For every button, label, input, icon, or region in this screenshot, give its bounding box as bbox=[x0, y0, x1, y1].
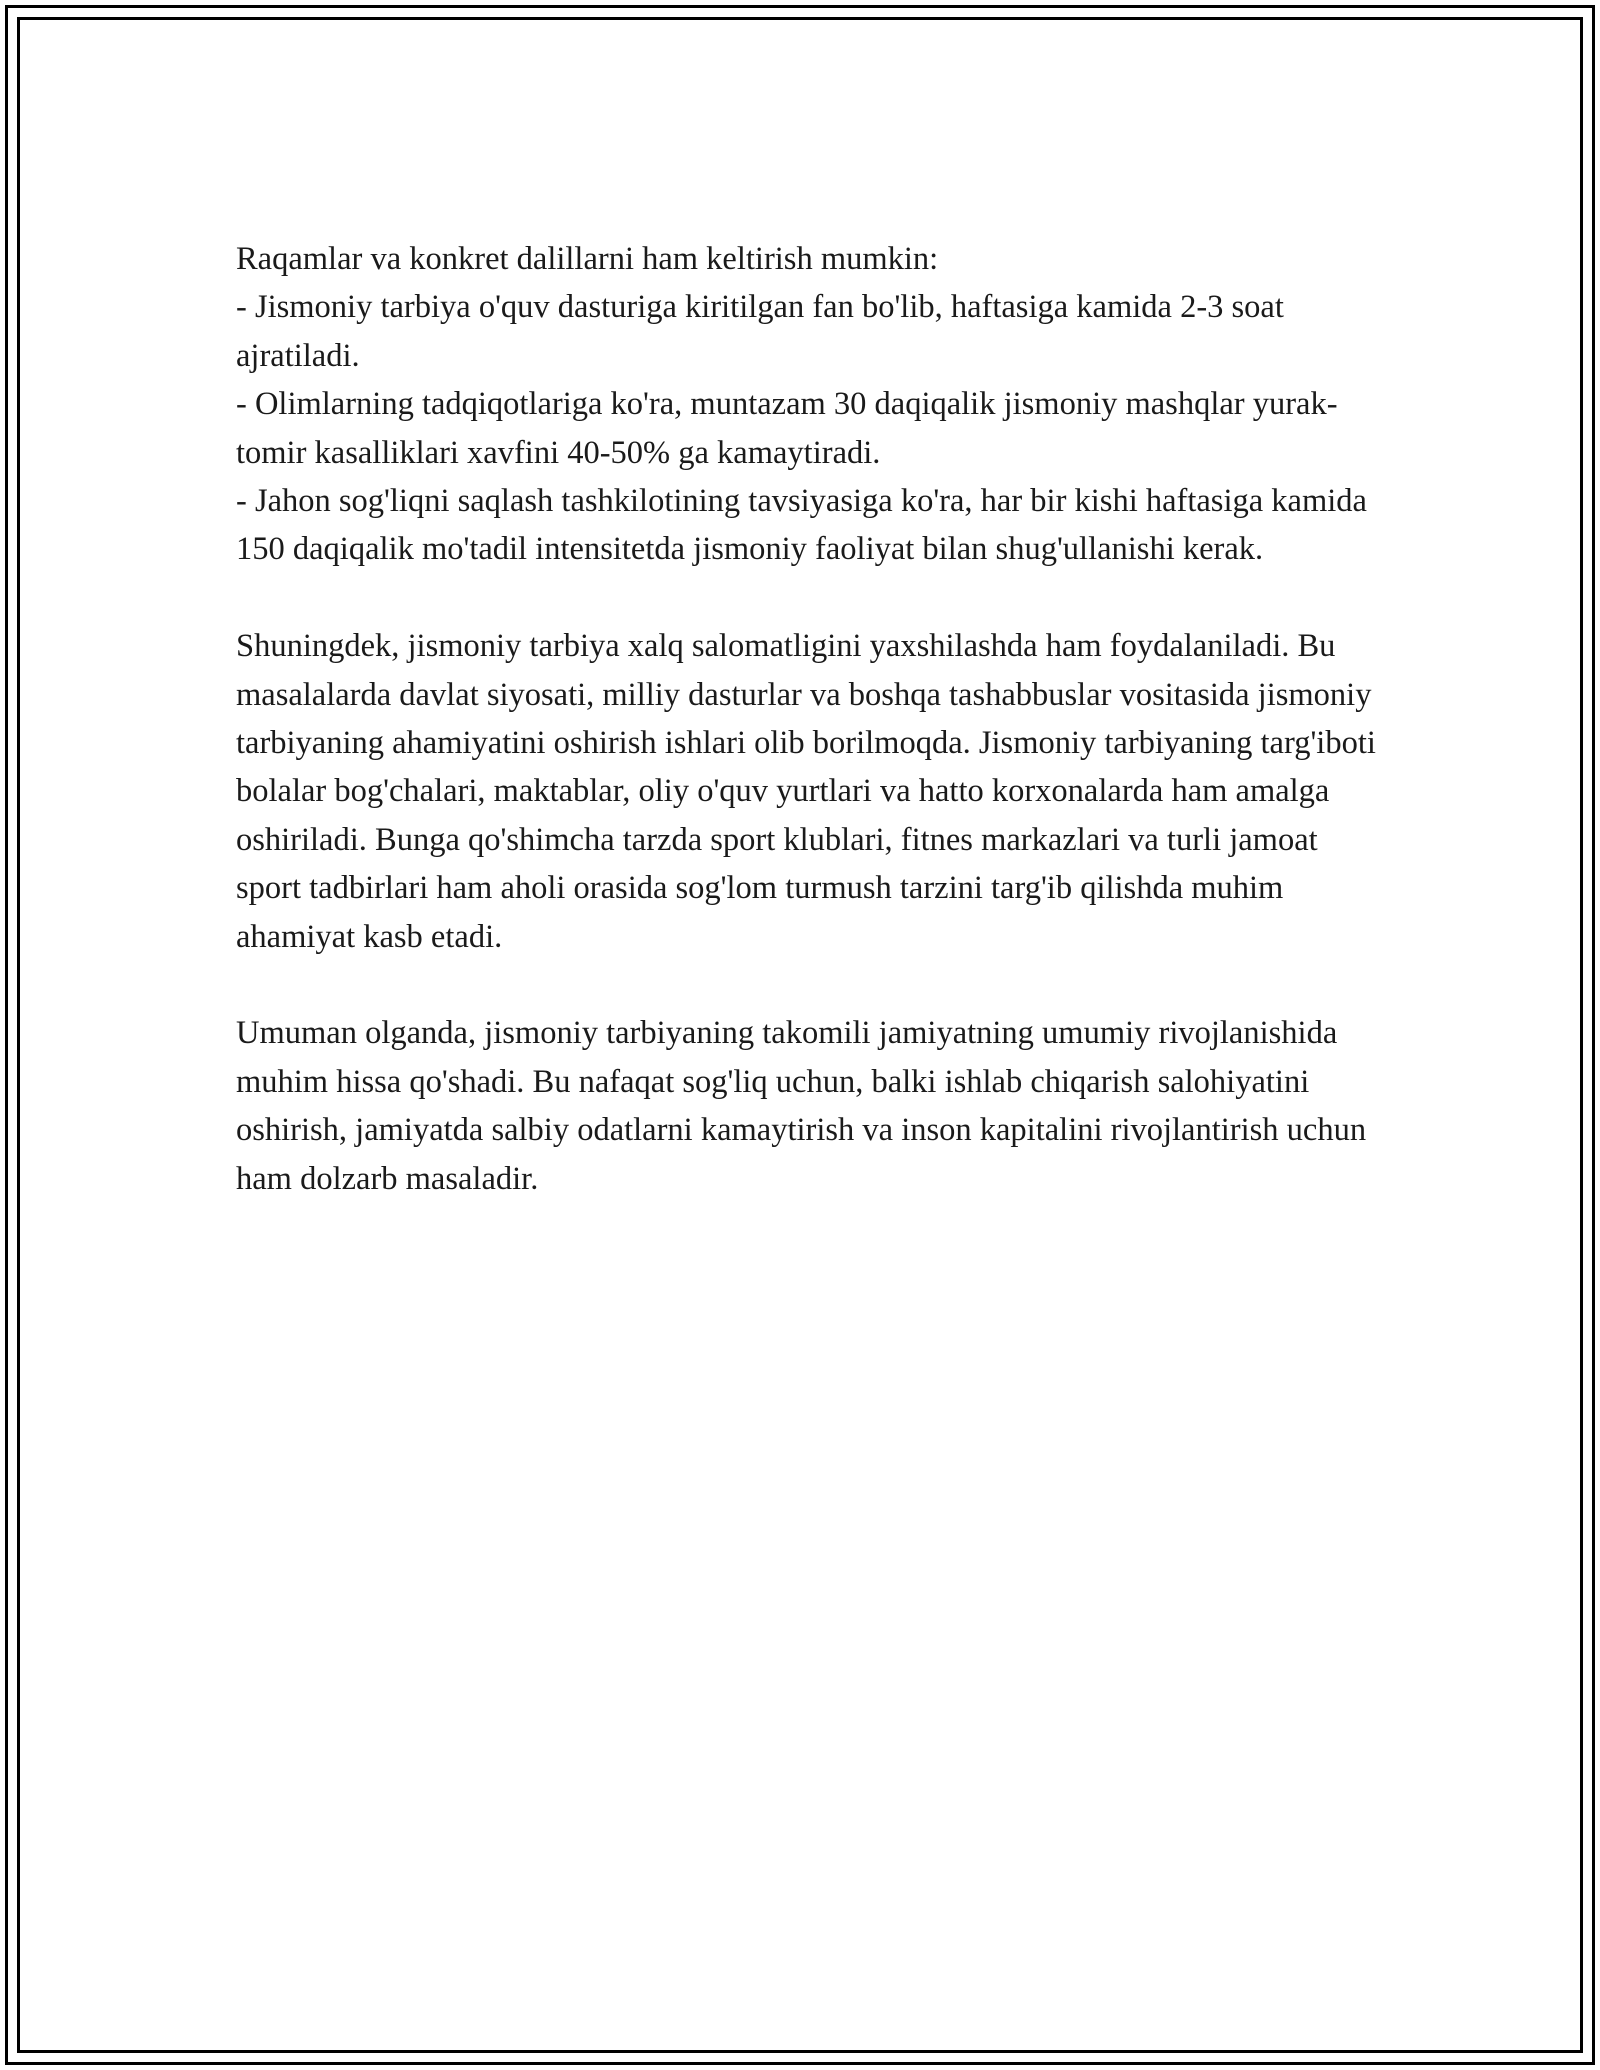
paragraph-conclusion: Umuman olganda, jismoniy tarbiyaning takomili jamiyatning umumiy rivojlanishida muhim hissa qo'shadi. Bu nafaqat sog'liq uchun, balki ishlab chiqarish salohiyatini oshirish, jamiyatda salbiy odatlarni kamaytirish va inson kapitalini rivojlantirish uchun ham dolzarb masaladir. bbox=[236, 1015, 1367, 1197]
list-item-curriculum: - Jismoniy tarbiya o'quv dasturiga kiritilgan fan bo'lib, haftasiga kamida 2-3 soat ajratiladi. bbox=[236, 289, 1284, 374]
paragraph-public-health: Shuningdek, jismoniy tarbiya xalq salomatligini yaxshilashda ham foydalaniladi. Bu masalalarda davlat siyosati, milliy dasturlar va boshqa tashabbuslar vositasida jismoniy tarbiyaning ahamiyatini oshirish ishlari olib borilmoqda. Jismoniy tarbiyaning targ'iboti bolalar bog'chalari, maktablar, oliy o'quv yurtlari va hatto korxonalarda ham amalga oshiriladi. Bunga qo'shimcha tarzda sport klublari, fitnes markazlari va turli jamoat sport tadbirlari ham aholi orasida sog'lom turmush tarzini targ'ib qilishda muhim ahamiyat kasb etadi. bbox=[236, 628, 1376, 955]
list-item-who-recommendation: - Jahon sog'liqni saqlash tashkilotining tavsiyasiga ko'ra, har bir kishi haftasiga kamida 150 daqiqalik mo'tadil intensitetda jismoniy faoliyat bilan shug'ullanishi kerak. bbox=[236, 483, 1367, 568]
document-body bbox=[236, 235, 1386, 1203]
intro-line: Raqamlar va konkret dalillarni ham keltirish mumkin: bbox=[236, 241, 939, 277]
list-item-research: - Olimlarning tadqiqotlariga ko'ra, muntazam 30 daqiqalik jismoniy mashqlar yurak-tomir kasalliklari xavfini 40-50% ga kamaytiradi. bbox=[236, 386, 1338, 471]
